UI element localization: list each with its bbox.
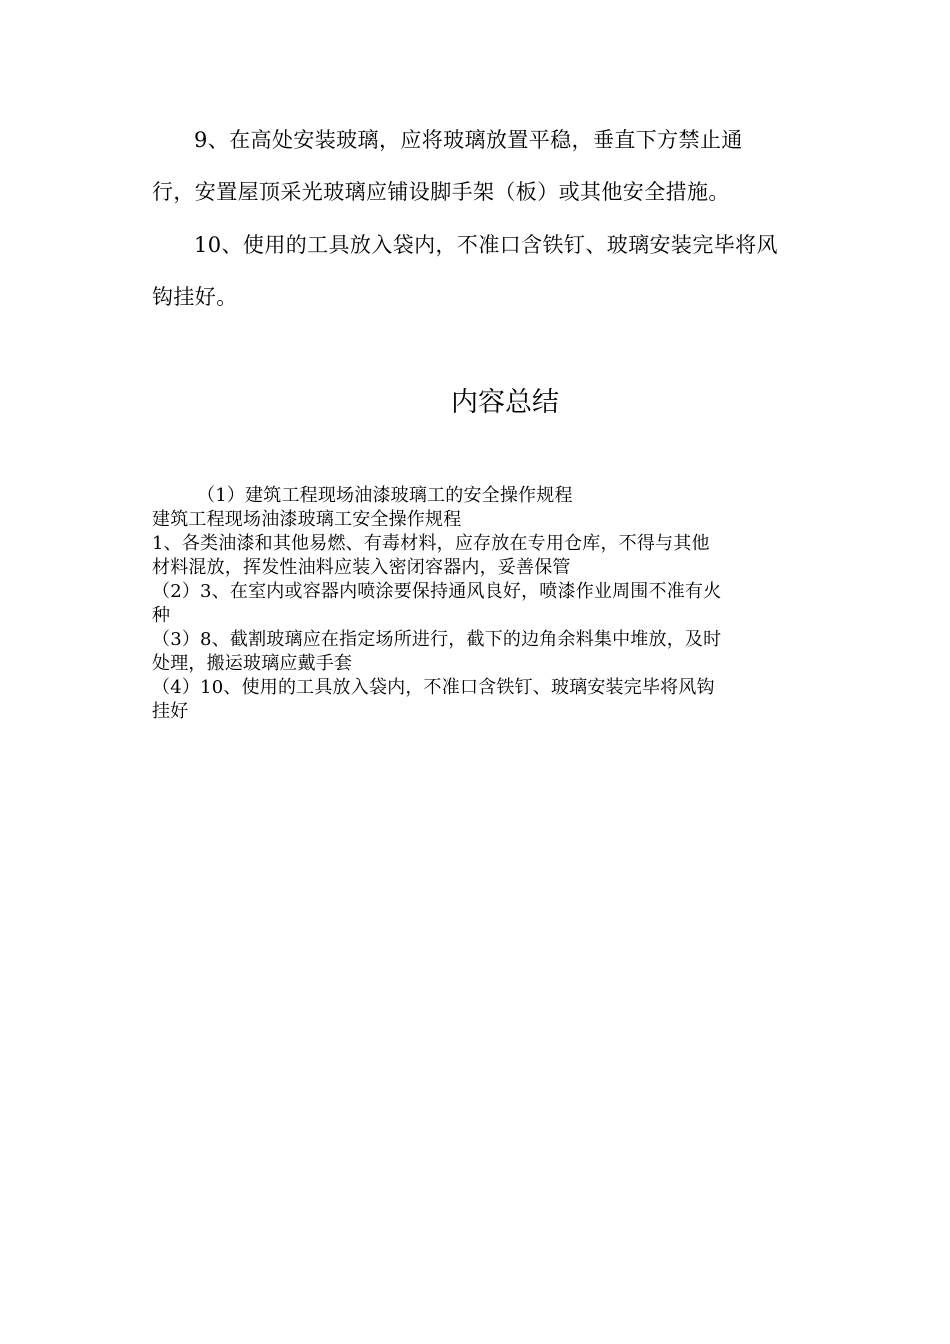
paragraph-10-line-1: 10、使用的工具放入袋内，不准口含铁钉、玻璃安装完毕将风 — [194, 233, 778, 257]
summary-line: （2）3、在室内或容器内喷涂要保持通风良好，喷漆作业周围不准有火 — [152, 581, 722, 602]
paragraph-9-line-2: 行，安置屋顶采光玻璃应铺设脚手架（板）或其他安全措施。 — [152, 180, 730, 204]
summary-line: 挂好 — [152, 701, 189, 722]
summary-line: 建筑工程现场油漆玻璃工安全操作规程 — [152, 509, 462, 530]
summary-title: 内容总结 — [451, 387, 559, 418]
summary-line: 1、各类油漆和其他易燃、有毒材料，应存放在专用仓库，不得与其他 — [152, 533, 710, 554]
summary-line: 材料混放，挥发性油料应装入密闭容器内，妥善保管 — [152, 557, 571, 578]
summary-line: （3）8、截割玻璃应在指定场所进行，截下的边角余料集中堆放，及时 — [152, 629, 722, 650]
paragraph-9-line-1: 9、在高处安装玻璃，应将玻璃放置平稳，垂直下方禁止通 — [194, 128, 743, 152]
summary-line: 种 — [152, 605, 171, 626]
summary-line: （4）10、使用的工具放入袋内，不准口含铁钉、玻璃安装完毕将风钩 — [152, 677, 715, 698]
summary-line: 处理，搬运玻璃应戴手套 — [152, 653, 353, 674]
paragraph-10-line-2: 钩挂好。 — [152, 285, 238, 309]
summary-line: （1）建筑工程现场油漆玻璃工的安全操作规程 — [197, 485, 573, 506]
